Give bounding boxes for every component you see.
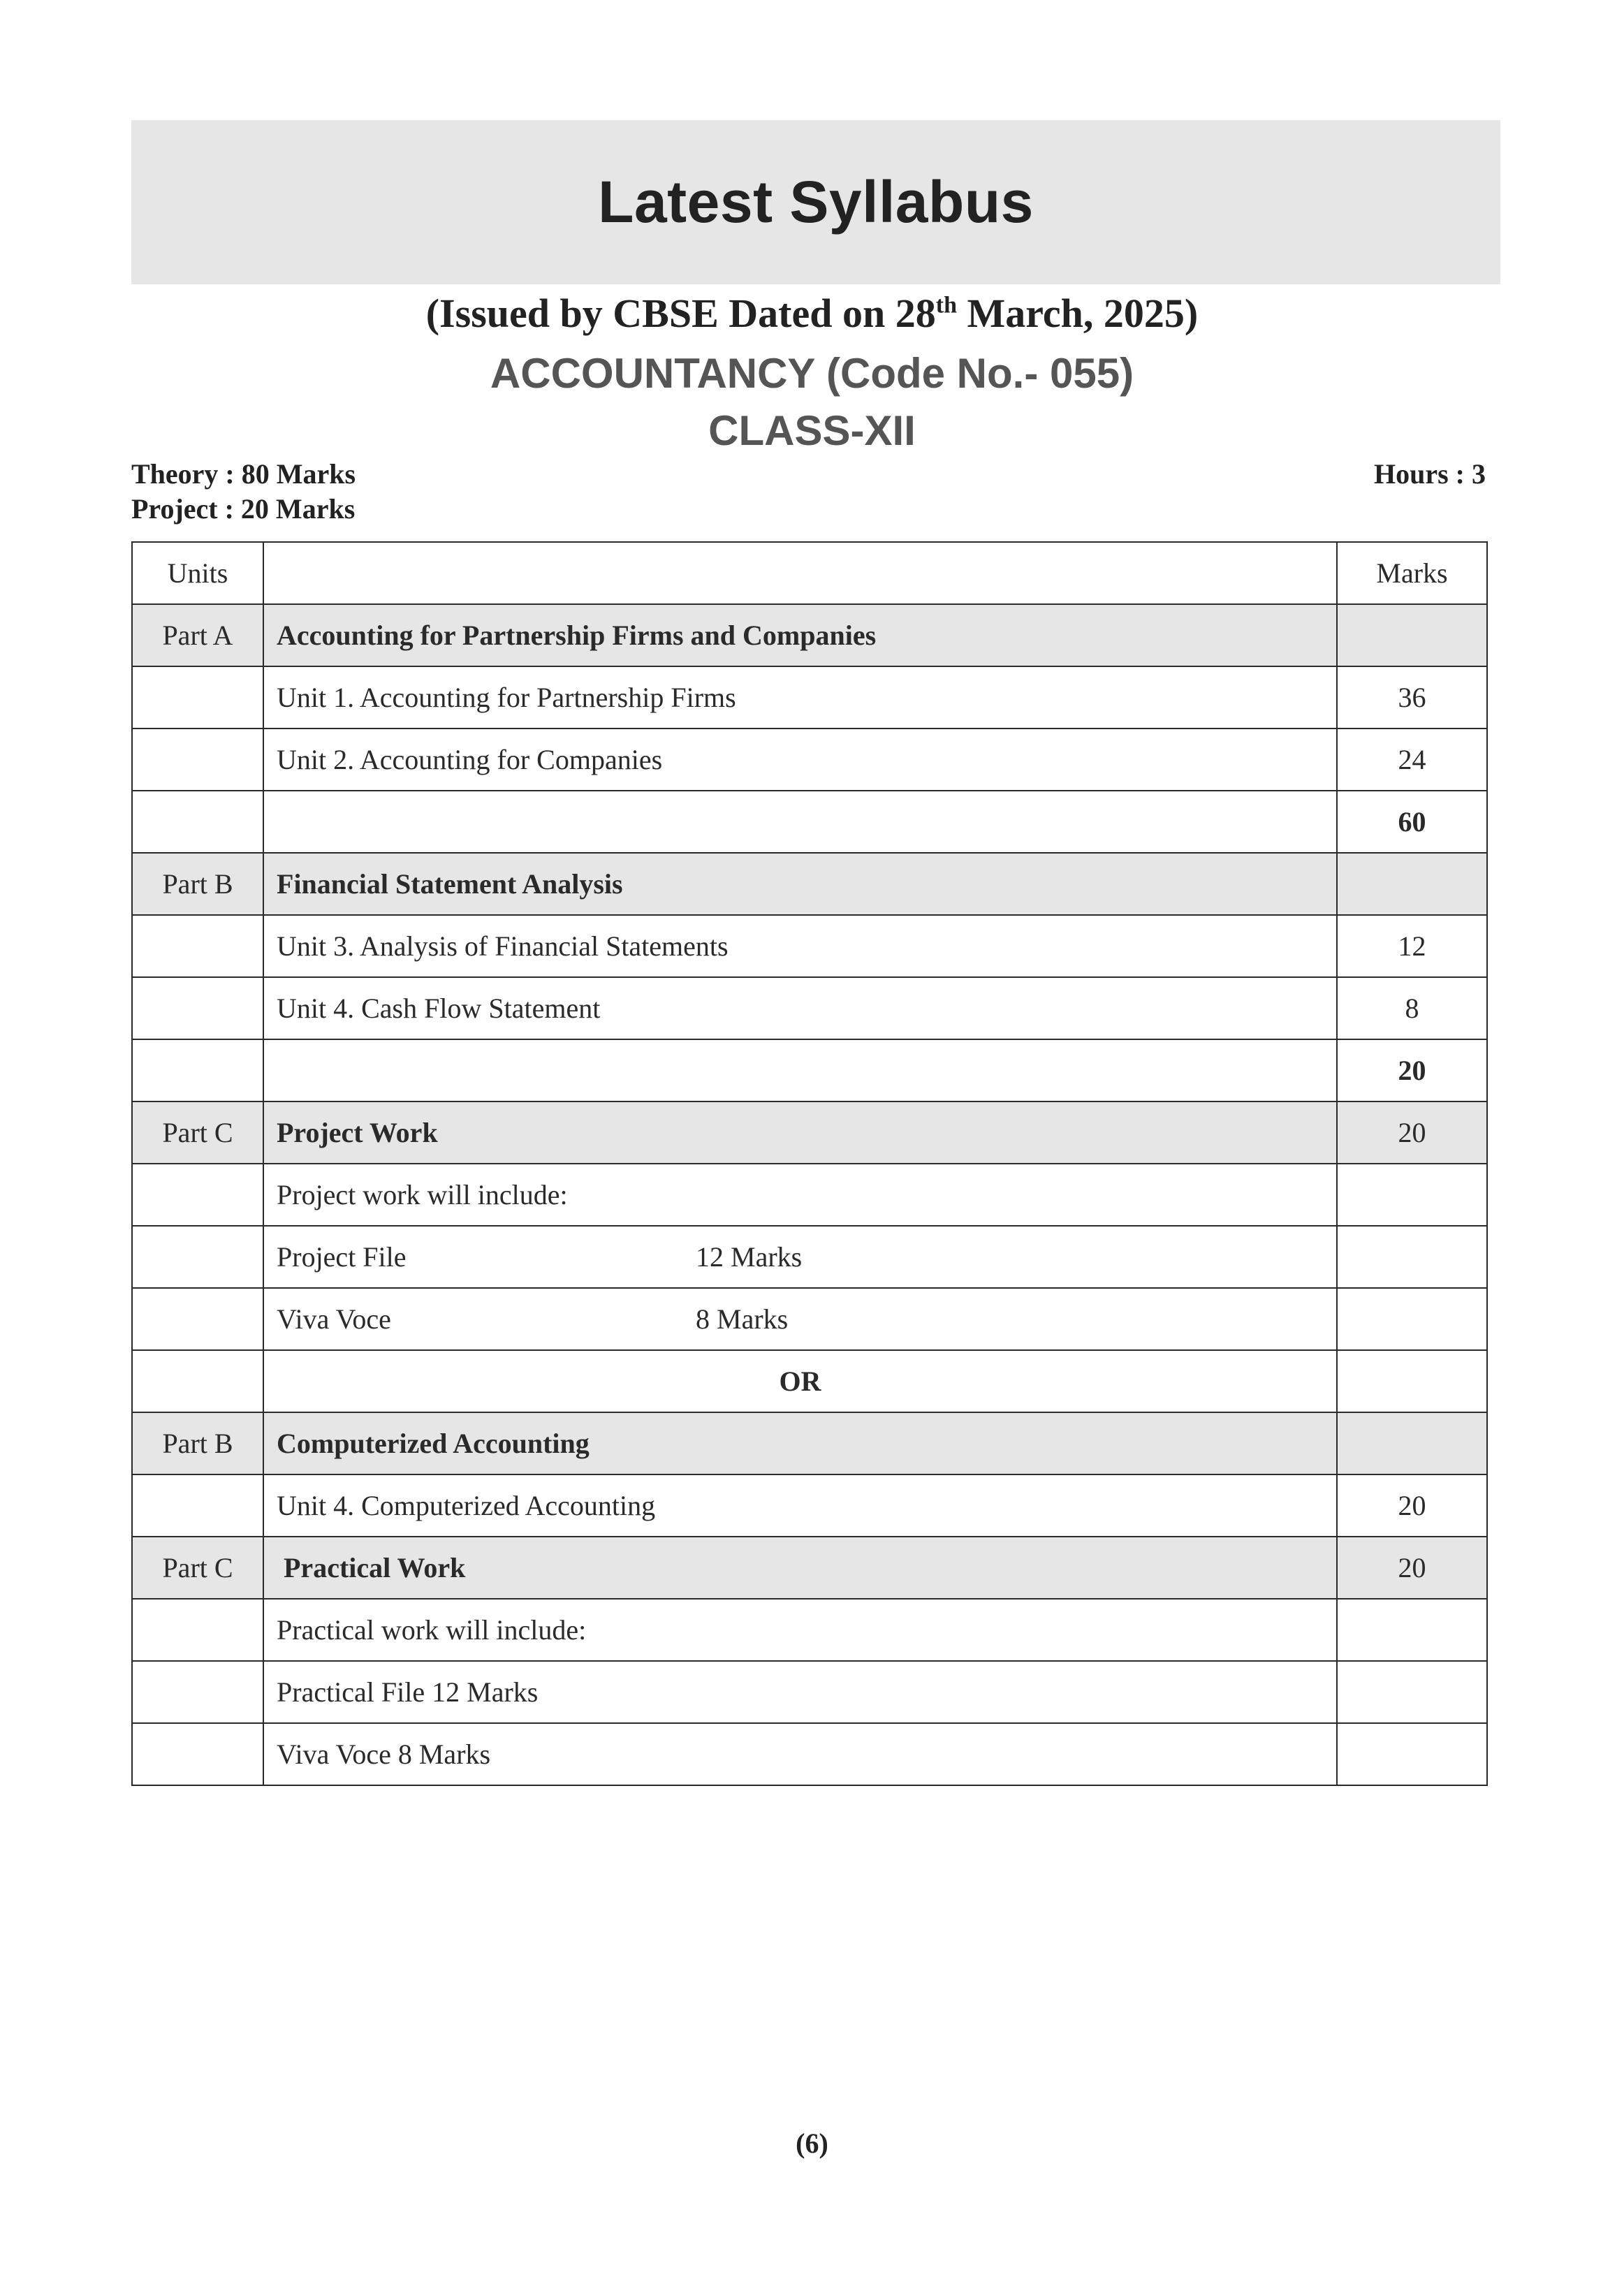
unit-cell bbox=[132, 1661, 263, 1723]
unit-cell: Part B bbox=[132, 853, 263, 915]
subject-heading: ACCOUNTANCY (Code No.- 055) bbox=[490, 350, 1134, 397]
desc-cell: Unit 3. Analysis of Financial Statements bbox=[263, 915, 1337, 977]
table-row bbox=[132, 1101, 1487, 1164]
table-row bbox=[132, 853, 1487, 915]
desc-cell: Financial Statement Analysis bbox=[263, 853, 1337, 915]
marks-cell: 12 bbox=[1337, 915, 1487, 977]
unit-cell bbox=[132, 1723, 263, 1785]
desc-cell: Unit 4. Cash Flow Statement bbox=[263, 977, 1337, 1039]
unit-cell: Part B bbox=[132, 1412, 263, 1474]
syllabus-table bbox=[131, 541, 1488, 1786]
unit-cell: Part C bbox=[132, 1101, 263, 1164]
marks-cell: 20 bbox=[1337, 1537, 1487, 1599]
marks-cell: 36 bbox=[1337, 666, 1487, 729]
desc-cell: Practical Work bbox=[263, 1537, 1337, 1599]
marks-cell bbox=[1337, 1164, 1487, 1226]
class-heading: CLASS-XII bbox=[708, 407, 916, 454]
table-row bbox=[132, 1537, 1487, 1599]
page-title: Latest Syllabus bbox=[598, 169, 1034, 235]
desc-cell bbox=[263, 791, 1337, 853]
title-band bbox=[131, 120, 1500, 284]
marks-cell: 8 bbox=[1337, 977, 1487, 1039]
marks-cell: 20 bbox=[1337, 1474, 1487, 1537]
unit-cell bbox=[132, 791, 263, 853]
desc-cell: Practical File 12 Marks bbox=[263, 1661, 1337, 1723]
desc-cell: Computerized Accounting bbox=[263, 1412, 1337, 1474]
desc-cell: Unit 4. Computerized Accounting bbox=[263, 1474, 1337, 1537]
component-marks: 8 Marks bbox=[696, 1303, 789, 1335]
table-row bbox=[132, 1599, 1487, 1661]
desc-cell: Viva Voce 8 Marks bbox=[263, 1723, 1337, 1785]
unit-cell bbox=[132, 977, 263, 1039]
desc-cell bbox=[263, 1039, 1337, 1101]
or-divider: OR bbox=[263, 1350, 1337, 1412]
marks-cell bbox=[1337, 1412, 1487, 1474]
component-label: Project File bbox=[277, 1241, 407, 1273]
issued-line bbox=[0, 290, 1624, 337]
unit-cell bbox=[132, 1350, 263, 1412]
table-row bbox=[132, 915, 1487, 977]
marks-cell bbox=[1337, 1661, 1487, 1723]
issued-text-end: March, 2025) bbox=[956, 291, 1199, 336]
issued-text-start: (Issued by CBSE Dated on 28 bbox=[425, 291, 936, 336]
unit-cell bbox=[132, 1474, 263, 1537]
unit-cell: Part A bbox=[132, 604, 263, 666]
unit-cell bbox=[132, 915, 263, 977]
page-number: (6) bbox=[796, 2128, 828, 2159]
unit-cell bbox=[132, 1039, 263, 1101]
unit-cell bbox=[132, 666, 263, 729]
project-marks: Project : 20 Marks bbox=[131, 493, 356, 525]
subtotal-cell: 60 bbox=[1337, 791, 1487, 853]
marks-cell bbox=[1337, 1226, 1487, 1288]
unit-cell bbox=[132, 1226, 263, 1288]
component-label: Viva Voce bbox=[277, 1303, 391, 1335]
header-description bbox=[263, 542, 1337, 604]
marks-cell: 24 bbox=[1337, 729, 1487, 791]
table-row bbox=[132, 1039, 1487, 1101]
table-row bbox=[132, 729, 1487, 791]
marks-cell bbox=[1337, 853, 1487, 915]
table-row bbox=[132, 1164, 1487, 1226]
table-row bbox=[132, 1288, 1487, 1350]
desc-cell: Unit 1. Accounting for Partnership Firms bbox=[263, 666, 1337, 729]
table-row bbox=[132, 1474, 1487, 1537]
header-units: Units bbox=[132, 542, 263, 604]
table-row bbox=[132, 977, 1487, 1039]
header-marks: Marks bbox=[1337, 542, 1487, 604]
desc-cell bbox=[263, 1226, 1337, 1288]
marks-cell bbox=[1337, 1599, 1487, 1661]
table-row bbox=[132, 1412, 1487, 1474]
table-row bbox=[132, 1661, 1487, 1723]
hours: Hours : 3 bbox=[1374, 458, 1486, 490]
unit-cell bbox=[132, 1164, 263, 1226]
desc-cell bbox=[263, 1288, 1337, 1350]
desc-cell: Practical work will include: bbox=[263, 1599, 1337, 1661]
desc-cell: Project Work bbox=[263, 1101, 1337, 1164]
table-row bbox=[132, 791, 1487, 853]
table-row bbox=[132, 1723, 1487, 1785]
theory-marks: Theory : 80 Marks bbox=[131, 458, 356, 490]
table-row bbox=[132, 1350, 1487, 1412]
unit-cell bbox=[132, 1599, 263, 1661]
desc-cell: Unit 2. Accounting for Companies bbox=[263, 729, 1337, 791]
subtotal-cell: 20 bbox=[1337, 1039, 1487, 1101]
unit-cell bbox=[132, 729, 263, 791]
marks-cell bbox=[1337, 1288, 1487, 1350]
table-header-row bbox=[132, 542, 1487, 604]
marks-cell bbox=[1337, 604, 1487, 666]
marks-cell bbox=[1337, 1723, 1487, 1785]
desc-cell: Project work will include: bbox=[263, 1164, 1337, 1226]
unit-cell bbox=[132, 1288, 263, 1350]
marks-cell: 20 bbox=[1337, 1101, 1487, 1164]
component-marks: 12 Marks bbox=[696, 1241, 803, 1273]
unit-cell: Part C bbox=[132, 1537, 263, 1599]
issued-superscript: th bbox=[935, 292, 957, 319]
table-row bbox=[132, 666, 1487, 729]
table-row bbox=[132, 1226, 1487, 1288]
desc-cell: Accounting for Partnership Firms and Companies bbox=[263, 604, 1337, 666]
marks-cell bbox=[1337, 1350, 1487, 1412]
table-row bbox=[132, 604, 1487, 666]
